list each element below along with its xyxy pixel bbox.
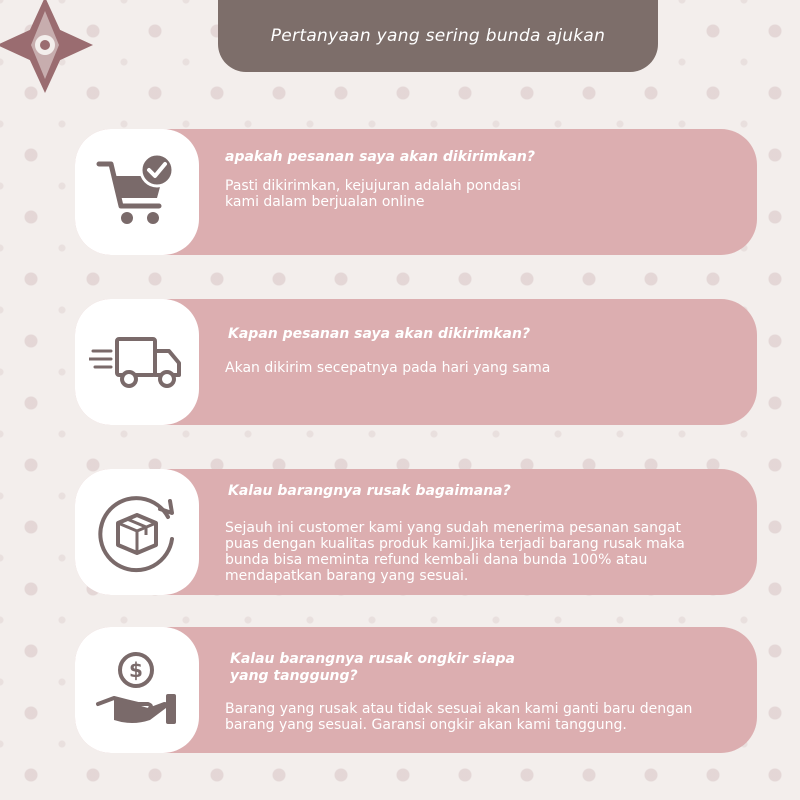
faq-icon-container	[75, 129, 199, 255]
faq-answer: Pasti dikirimkan, kejujuran adalah pondasi kami dalam berjualan online	[225, 178, 522, 210]
faq-answer: Barang yang rusak atau tidak sesuai akan kami ganti baru dengan barang yang sesuai. Garansi ongkir akan kami tanggung.	[225, 701, 693, 733]
shopping-cart-check-icon	[95, 150, 179, 234]
faq-icon-container	[75, 469, 199, 595]
faq-question: Kalau barangnya rusak bagaimana?	[228, 483, 511, 499]
faq-icon-container	[75, 299, 199, 425]
faq-question: Kalau barangnya rusak ongkir siapa yang tanggung?	[230, 651, 515, 684]
faq-card-shipping-cost	[75, 627, 757, 753]
faq-question: Kapan pesanan saya akan dikirimkan?	[228, 326, 531, 342]
faq-answer: Sejauh ini customer kami yang sudah menerima pesanan sangat puas dengan kualitas produk kami.Jika terjadi barang rusak maka bunda bisa meminta refund kembali dana bunda 100% atau mendapatkan barang yang sesuai.	[225, 520, 685, 584]
faq-card-shipping-guarantee	[75, 129, 757, 255]
faq-card-damaged-goods	[75, 469, 757, 595]
hand-money-icon	[92, 648, 182, 732]
faq-question: apakah pesanan saya akan dikirimkan?	[225, 149, 535, 165]
corner-ornament	[0, 0, 110, 115]
faq-answer: Akan dikirim secepatnya pada hari yang sama	[225, 360, 551, 376]
box-return-icon	[92, 487, 182, 577]
faq-icon-container	[75, 627, 199, 753]
faq-card-delivery-time	[75, 299, 757, 425]
delivery-truck-icon	[89, 327, 185, 397]
page-header	[218, 0, 658, 72]
svg-text:$: $	[129, 658, 143, 682]
page-title: Pertanyaan yang sering bunda ajukan	[270, 26, 606, 46]
